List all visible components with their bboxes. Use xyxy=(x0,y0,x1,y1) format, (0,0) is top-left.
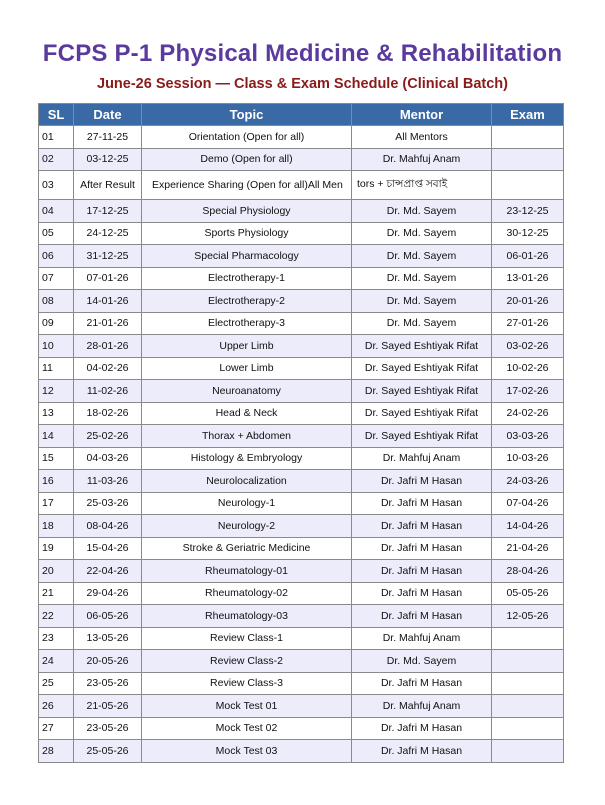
column-header-mentor: Mentor xyxy=(352,104,492,126)
cell-mentor: Dr. Mahfuj Anam xyxy=(352,447,492,470)
table-row xyxy=(39,740,564,763)
cell-date: 21-05-26 xyxy=(74,695,142,718)
table-row xyxy=(39,335,564,358)
cell-topic: Head & Neck xyxy=(142,402,352,425)
cell-mentor: Dr. Sayed Eshtiyak Rifat xyxy=(352,335,492,358)
cell-mentor: Dr. Md. Sayem xyxy=(352,267,492,290)
cell-topic: Neurology-2 xyxy=(142,515,352,538)
cell-date: 08-04-26 xyxy=(74,515,142,538)
cell-exam: 27-01-26 xyxy=(492,312,564,335)
cell-sl: 14 xyxy=(39,425,74,448)
cell-exam: 03-03-26 xyxy=(492,425,564,448)
table-row xyxy=(39,148,564,171)
cell-sl: 21 xyxy=(39,582,74,605)
cell-date: 25-03-26 xyxy=(74,492,142,515)
table-row xyxy=(39,447,564,470)
cell-topic: Mock Test 02 xyxy=(142,717,352,740)
table-row xyxy=(39,560,564,583)
cell-topic: Rheumatology-02 xyxy=(142,582,352,605)
table-row xyxy=(39,470,564,493)
cell-exam xyxy=(492,148,564,171)
cell-exam: 12-05-26 xyxy=(492,605,564,628)
cell-exam xyxy=(492,740,564,763)
cell-date: 11-03-26 xyxy=(74,470,142,493)
table-row xyxy=(39,627,564,650)
cell-mentor: Dr. Sayed Eshtiyak Rifat xyxy=(352,425,492,448)
cell-date: 06-05-26 xyxy=(74,605,142,628)
cell-mentor: Dr. Jafri M Hasan xyxy=(352,515,492,538)
cell-sl: 20 xyxy=(39,560,74,583)
cell-mentor: Dr. Mahfuj Anam xyxy=(352,148,492,171)
cell-mentor: Dr. Sayed Eshtiyak Rifat xyxy=(352,402,492,425)
cell-date: 03-12-25 xyxy=(74,148,142,171)
cell-mentor: Dr. Jafri M Hasan xyxy=(352,470,492,493)
cell-exam: 03-02-26 xyxy=(492,335,564,358)
cell-topic: Electrotherapy-1 xyxy=(142,267,352,290)
table-row xyxy=(39,380,564,403)
cell-sl: 16 xyxy=(39,470,74,493)
table-row xyxy=(39,290,564,313)
cell-date: 28-01-26 xyxy=(74,335,142,358)
cell-sl: 28 xyxy=(39,740,74,763)
cell-exam xyxy=(492,126,564,149)
cell-topic: Orientation (Open for all) xyxy=(142,126,352,149)
page-title: FCPS P-1 Physical Medicine & Rehabilitation xyxy=(42,40,563,67)
cell-date: 15-04-26 xyxy=(74,537,142,560)
cell-exam: 23-12-25 xyxy=(492,200,564,223)
cell-mentor: Dr. Md. Sayem xyxy=(352,650,492,673)
cell-topic: Mock Test 01 xyxy=(142,695,352,718)
table-row xyxy=(39,650,564,673)
cell-exam: 24-02-26 xyxy=(492,402,564,425)
cell-date: 27-11-25 xyxy=(74,126,142,149)
cell-sl: 24 xyxy=(39,650,74,673)
cell-topic: Electrotherapy-2 xyxy=(142,290,352,313)
table-row xyxy=(39,200,564,223)
cell-topic: Special Physiology xyxy=(142,200,352,223)
cell-exam: 14-04-26 xyxy=(492,515,564,538)
cell-sl: 08 xyxy=(39,290,74,313)
column-header-topic: Topic xyxy=(142,104,352,126)
column-header-date: Date xyxy=(74,104,142,126)
cell-topic: Rheumatology-01 xyxy=(142,560,352,583)
table-body xyxy=(39,126,564,763)
table-header-row xyxy=(39,104,564,126)
cell-exam: 28-04-26 xyxy=(492,560,564,583)
cell-sl: 02 xyxy=(39,148,74,171)
cell-exam xyxy=(492,171,564,200)
cell-sl: 26 xyxy=(39,695,74,718)
cell-mentor: Dr. Mahfuj Anam xyxy=(352,695,492,718)
cell-topic: Experience Sharing (Open for all)All Men xyxy=(142,171,352,200)
table-row xyxy=(39,171,564,200)
cell-date: 17-12-25 xyxy=(74,200,142,223)
cell-topic: Upper Limb xyxy=(142,335,352,358)
cell-exam xyxy=(492,695,564,718)
cell-date: 04-03-26 xyxy=(74,447,142,470)
cell-topic: Neuroanatomy xyxy=(142,380,352,403)
cell-mentor: Dr. Sayed Eshtiyak Rifat xyxy=(352,357,492,380)
cell-sl: 06 xyxy=(39,245,74,268)
table-row xyxy=(39,672,564,695)
table-row xyxy=(39,515,564,538)
cell-sl: 04 xyxy=(39,200,74,223)
cell-sl: 22 xyxy=(39,605,74,628)
cell-sl: 18 xyxy=(39,515,74,538)
cell-mentor: Dr. Sayed Eshtiyak Rifat xyxy=(352,380,492,403)
page-subtitle: June-26 Session — Class & Exam Schedule (Clinical Batch) xyxy=(97,76,508,92)
cell-topic: Review Class-1 xyxy=(142,627,352,650)
cell-date: 23-05-26 xyxy=(74,717,142,740)
cell-mentor: Dr. Md. Sayem xyxy=(352,245,492,268)
cell-exam: 30-12-25 xyxy=(492,222,564,245)
cell-date: 20-05-26 xyxy=(74,650,142,673)
cell-exam: 06-01-26 xyxy=(492,245,564,268)
cell-topic: Review Class-2 xyxy=(142,650,352,673)
cell-mentor: Dr. Jafri M Hasan xyxy=(352,537,492,560)
cell-date: 18-02-26 xyxy=(74,402,142,425)
cell-exam xyxy=(492,627,564,650)
cell-topic: Mock Test 03 xyxy=(142,740,352,763)
cell-mentor: Dr. Md. Sayem xyxy=(352,312,492,335)
cell-date: 11-02-26 xyxy=(74,380,142,403)
cell-date: 14-01-26 xyxy=(74,290,142,313)
table-row xyxy=(39,492,564,515)
cell-date: After Result xyxy=(74,171,142,200)
cell-exam xyxy=(492,672,564,695)
cell-date: 22-04-26 xyxy=(74,560,142,583)
cell-date: 29-04-26 xyxy=(74,582,142,605)
cell-topic: Thorax + Abdomen xyxy=(142,425,352,448)
cell-topic: Histology & Embryology xyxy=(142,447,352,470)
cell-exam: 20-01-26 xyxy=(492,290,564,313)
cell-date: 24-12-25 xyxy=(74,222,142,245)
cell-date: 21-01-26 xyxy=(74,312,142,335)
cell-mentor: Dr. Md. Sayem xyxy=(352,290,492,313)
cell-sl: 27 xyxy=(39,717,74,740)
cell-sl: 01 xyxy=(39,126,74,149)
schedule-table xyxy=(38,103,564,763)
cell-sl: 03 xyxy=(39,171,74,200)
cell-mentor: Dr. Md. Sayem xyxy=(352,222,492,245)
table-row xyxy=(39,402,564,425)
cell-sl: 13 xyxy=(39,402,74,425)
cell-topic: Rheumatology-03 xyxy=(142,605,352,628)
cell-sl: 17 xyxy=(39,492,74,515)
cell-date: 13-05-26 xyxy=(74,627,142,650)
column-header-sl: SL xyxy=(39,104,74,126)
table-row xyxy=(39,695,564,718)
cell-date: 04-02-26 xyxy=(74,357,142,380)
cell-date: 25-02-26 xyxy=(74,425,142,448)
table-row xyxy=(39,425,564,448)
cell-mentor: tors + চান্সপ্রাপ্ত সবাই xyxy=(352,171,492,200)
table-row xyxy=(39,605,564,628)
cell-mentor: Dr. Mahfuj Anam xyxy=(352,627,492,650)
cell-mentor: Dr. Jafri M Hasan xyxy=(352,560,492,583)
cell-sl: 12 xyxy=(39,380,74,403)
column-header-exam: Exam xyxy=(492,104,564,126)
cell-exam: 13-01-26 xyxy=(492,267,564,290)
cell-mentor: Dr. Jafri M Hasan xyxy=(352,492,492,515)
cell-exam: 10-03-26 xyxy=(492,447,564,470)
cell-topic: Stroke & Geriatric Medicine xyxy=(142,537,352,560)
cell-topic: Electrotherapy-3 xyxy=(142,312,352,335)
cell-sl: 19 xyxy=(39,537,74,560)
cell-mentor: Dr. Jafri M Hasan xyxy=(352,717,492,740)
table-row xyxy=(39,245,564,268)
cell-sl: 11 xyxy=(39,357,74,380)
cell-date: 23-05-26 xyxy=(74,672,142,695)
cell-sl: 07 xyxy=(39,267,74,290)
cell-exam: 17-02-26 xyxy=(492,380,564,403)
cell-topic: Lower Limb xyxy=(142,357,352,380)
cell-mentor: Dr. Jafri M Hasan xyxy=(352,582,492,605)
table-row xyxy=(39,582,564,605)
cell-date: 25-05-26 xyxy=(74,740,142,763)
cell-topic: Neurology-1 xyxy=(142,492,352,515)
cell-exam xyxy=(492,650,564,673)
cell-exam: 24-03-26 xyxy=(492,470,564,493)
cell-topic: Demo (Open for all) xyxy=(142,148,352,171)
cell-sl: 15 xyxy=(39,447,74,470)
cell-mentor: Dr. Jafri M Hasan xyxy=(352,672,492,695)
table-row xyxy=(39,267,564,290)
table-row xyxy=(39,717,564,740)
cell-exam xyxy=(492,717,564,740)
cell-exam: 10-02-26 xyxy=(492,357,564,380)
cell-sl: 05 xyxy=(39,222,74,245)
table-row xyxy=(39,312,564,335)
table-row xyxy=(39,222,564,245)
cell-mentor: Dr. Jafri M Hasan xyxy=(352,740,492,763)
cell-topic: Special Pharmacology xyxy=(142,245,352,268)
cell-sl: 09 xyxy=(39,312,74,335)
cell-mentor: Dr. Md. Sayem xyxy=(352,200,492,223)
cell-topic: Review Class-3 xyxy=(142,672,352,695)
table-row xyxy=(39,357,564,380)
cell-mentor: Dr. Jafri M Hasan xyxy=(352,605,492,628)
cell-sl: 10 xyxy=(39,335,74,358)
cell-exam: 05-05-26 xyxy=(492,582,564,605)
table-row xyxy=(39,537,564,560)
cell-sl: 25 xyxy=(39,672,74,695)
table-row xyxy=(39,126,564,149)
cell-date: 07-01-26 xyxy=(74,267,142,290)
cell-exam: 21-04-26 xyxy=(492,537,564,560)
cell-date: 31-12-25 xyxy=(74,245,142,268)
cell-sl: 23 xyxy=(39,627,74,650)
cell-exam: 07-04-26 xyxy=(492,492,564,515)
cell-mentor: All Mentors xyxy=(352,126,492,149)
cell-topic: Sports Physiology xyxy=(142,222,352,245)
cell-topic: Neurolocalization xyxy=(142,470,352,493)
